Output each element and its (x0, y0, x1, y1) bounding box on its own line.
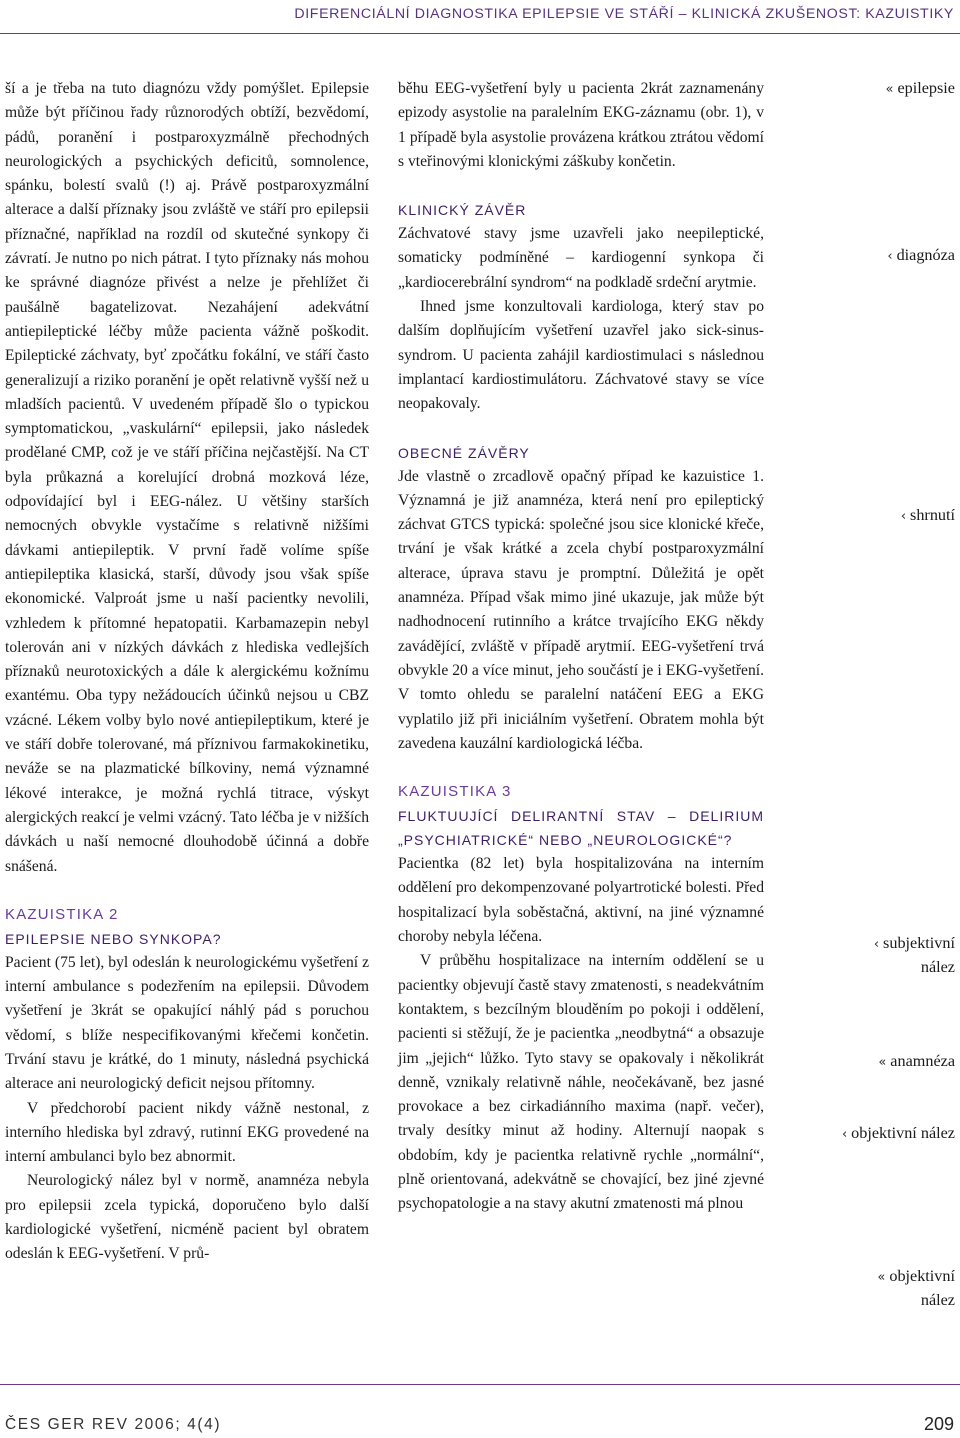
paragraph: V předchorobí pacient nikdy vážně nestonal, z interního hlediska byl zdravý, rutinní EKG provedené na interní ambulanci bylo bez abnormit. (5, 1099, 369, 1166)
case2-label: KAZUISTIKA 2 (5, 905, 119, 923)
paragraph: Ihned jsme konzultovali kardiologa, který stav po dalším doplňujícím vyšetření uzavřel jako sick-sinus-syndrom. U pacienta zahájil kardiostimulaci s následnou implantací kardiostimulátoru. Záchvatové stavy se více neopakovaly. (398, 298, 764, 413)
chevron-left-icon: ‹ (887, 249, 893, 264)
column-right (398, 77, 764, 1217)
margin-note-anamneza: « anamnéza (878, 1052, 955, 1070)
journal-citation: ČES GER REV 2006; 4(4) (5, 1416, 222, 1433)
running-header: DIFERENCIÁLNÍ DIAGNOSTIKA EPILEPSIE VE STÁŘÍ – KLINICKÁ ZKUŠENOST: KAZUISTIKY (294, 6, 954, 22)
margin-note-diagnoza: ‹ diagnóza (887, 246, 955, 264)
page-number: 209 (923, 1414, 954, 1434)
paragraph: Pacient (75 let), byl odeslán k neurologickému vyšetření z interní ambulance s podezřením na epilepsii. Důvodem vyšetření je 3krát se opakující náhlý pád s poruchou vědomí, s blíže nespecifikovanými křečemi končetin. Trvání stavu je krátké, do 1 minuty, následná psychická alterace ani neurologický deficit nejsou přítomny. (5, 953, 369, 1093)
chevron-left-icon: ‹ (873, 937, 880, 952)
case3-label: KAZUISTIKA 3 (398, 783, 512, 801)
general-conclusions-heading: OBECNÉ ZÁVĚRY (398, 444, 530, 461)
double-chevron-left-icon: « (878, 1055, 887, 1070)
paragraph: Jde vlastně o zrcadlově opačný případ ke kazuistice 1. Významná je již anamnéza, která není pro epileptický záchvat GTCS typická: společné jsou sice klonické křeče, trvání je však krátké a zcela chybí postparoxyzmální alterace, úprava stavu je promptní. Důležitá je opět anamnéza. Případ však mimo jiné ukazuje, jak může být nadhodnocení rutinního a krátce trvajícího EKG někdy zavádějící, zvláště v případě arytmií. EEG-vyšetření trvá obvykle 20 a více minut, jeho součástí je i EKG-vyšetření. V tomto ohledu se paralelní natáčení EEG a EKG vyplatilo již při iniciálním vyšetření. Obratem mohla být zavedena kauzální kardiologická léčba. (398, 467, 764, 752)
chevron-left-icon: ‹ (900, 509, 907, 524)
margin-note-shrnuti: ‹ shrnutí (900, 506, 955, 524)
margin-note-objektivni-nalez: ‹ objektivní nález (841, 1124, 955, 1142)
double-chevron-left-icon: « (877, 1270, 886, 1285)
clinical-conclusion-heading: KLINICKÝ ZÁVĚR (398, 202, 527, 219)
chevron-left-icon: ‹ (841, 1127, 848, 1142)
paragraph: Pacientka (82 let) byla hospitalizována na interním oddělení pro dekompenzované polyartrotické bolesti. Před hospitalizací byla soběstačná, aktivní, na jiné významné choroby nebyla léčena. (398, 855, 764, 946)
case2-title: EPILEPSIE NEBO SYNKOPA? (5, 930, 222, 947)
margin-note-epilepsie: « epilepsie (885, 79, 955, 97)
header-rule (0, 33, 960, 34)
footer-rule (0, 1384, 960, 1385)
paragraph: běhu EEG-vyšetření byly u pacienta 2krát zaznamenány epizody asystolie na paralelním EKG-záznamu (obr. 1), v 1 případě byla asystolie provázena krátkou ztrátou vědomí s vteřinovými klonickými záškuby končetin. (398, 80, 764, 170)
case3-title: FLUKTUUJÍCÍ DELIRANTNÍ STAV – DELIRIUM „PSYCHIATRICKÉ“ NEBO „NEUROLOGICKÉ“? (398, 808, 764, 849)
paragraph: ší a je třeba na tuto diagnózu vždy pomýšlet. Epilepsie může být příčinou řady různorodých obtíží, bezvědomí, pádů, poranění i postparoxyzmálně přechodných neurologických a psychických deficitů, somnolence, spánku, bolestí svalů (!) aj. Právě postparoxyzmální alterace a další příznaky jsou zvláště ve stáří pro epilepsii příznačné, například na rozdíl od skutečné synkopy či závratí. Je nutno po nich pátrat. I tyto příznaky nás mohou ke správné diagnóze přivést a nelze je přehlížet či paušálně bagatelizovat. Nezahájení adekvátní antiepileptické léčby může pacienta vážně poškodit. Epileptické záchvaty, byť zpočátku fokální, ve stáří často generalizují a riziko poranění je opět relativně vyšší než u mladších pacientů. V uvedeném případě šlo o typickou symptomatickou, „vaskulární“ epilepsii, jako následek prodělané CMP, což je ve stáří příčina nejčastější. Na CT byla průkazná a korelující drobná mozková léze, odpovídající byl i EEG-nález. U většiny starších nemocných obvykle vystačíme s relativně nižšími dávkami antiepileptik. V první řadě volíme spíše antiepileptika klasická, starší, důvody jsou však spíše ekonomické. Valproát jsme u naší pacientky nevolili, vzhledem k přítomné hepatopatii. Karbamazepin nebyl tolerován ani v nízkých dávkách z hlediska vedlejších příznaků neurotoxických a dále k alergickému kožnímu exantému. Oba typy nežádoucích účinků nejsou u CBZ vzácné. Lékem volby bylo nové antiepileptikum, které je ve stáří dobře tolerované, má příznivou farmakokinetiku, neváže se na plazmatické bílkoviny, nemá významné lékové interakce, je možná rychlá titrace, výskyt alergických reakcí je velmi vzácný. Tato léčba je v nižších dávkách u naší nemocné dlouhodobě účinná a dobře snášená. (5, 80, 369, 875)
margin-note-subjektivni-nalez: ‹ subjektivní nález (873, 934, 955, 976)
paragraph: Neurologický nález byl v normě, anamnéza nebyla pro epilepsii zcela typická, doporučeno bylo další kardiologické vyšetření, nicméně pacient byl obratem odeslán k EEG-vyšetření. V prů- (5, 1172, 369, 1263)
double-chevron-left-icon: « (885, 82, 894, 97)
paragraph: V průběhu hospitalizace na interním oddělení se u pacientky objevují častě stavy zmatenosti, s neadekvátním kontaktem, s bezcílným blouděním po pokoji i oddělení, pacienti si stěžují, že je pacientka „neodbytná“ a obsazuje jim „jejich“ lůžko. Tyto stavy se opakovaly i několikrát denně, vznikaly relativně náhle, neočekávaně, bez jasné provokace a bez cirkadiánního maxima (např. večer), trvaly desítky minut až hodiny. Alternují naopak s obdobím, kdy je pacientka relativně rychle „normální“, plně orientovaná, adekvátně se chovající, bez jiné zjevné psychopatologie a na stavy akutní zmatenosti má plnou (398, 952, 764, 1213)
paragraph: Záchvatové stavy jsme uzavřeli jako neepileptické, somaticky podmíněné – kardiogenní synkopa či „kardiocerebrální syndrom“ na podkladě srdeční arytmie. (398, 225, 764, 291)
margin-note-objektivni-nalez-2: « objektivní nález (877, 1267, 955, 1309)
column-left (5, 77, 369, 1267)
